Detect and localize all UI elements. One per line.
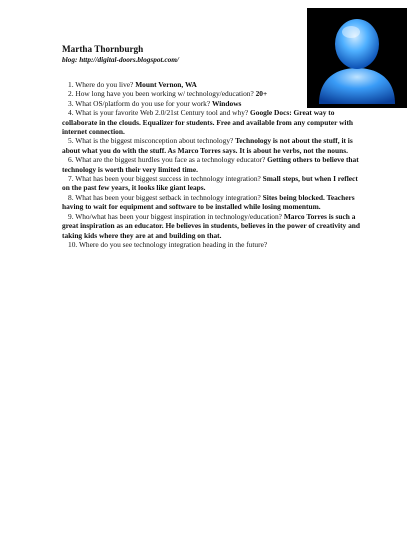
question: 10. Where do you see technology integration heading in the future?: [68, 239, 268, 249]
qa-item: [62, 89, 364, 98]
qa-item: [62, 108, 364, 136]
qa-item: [62, 240, 364, 249]
qa-item: [62, 99, 364, 108]
answer: Technology is not about the stuff, it is about what you do with the stuff. As Marco Torres says. It is about he verbs, not the nouns.: [62, 136, 353, 155]
qa-item: [62, 155, 364, 174]
question: 9. Who/what has been your biggest inspiration in technology/education?: [68, 211, 282, 221]
qa-item: [62, 212, 364, 240]
question: 7. What has been your biggest success in technology integration?: [68, 174, 261, 184]
question: 2. How long have you been working w/ technology/education?: [68, 89, 254, 99]
qa-item: [62, 193, 364, 212]
question: 5. What is the biggest misconception about technology?: [68, 136, 234, 146]
question: 1. Where do you live?: [68, 80, 134, 89]
question: 8. What has been your biggest setback in technology integration?: [68, 192, 261, 202]
author-name: Martha Thornburgh: [62, 44, 144, 54]
question: 6. What are the biggest hurdles you face as a technology educator?: [68, 155, 266, 165]
question: 4. What is your favorite Web 2.0/21st Century tool and why?: [68, 108, 249, 118]
answer: Getting others to believe that technology is worth their very limited time.: [62, 155, 359, 174]
answer: Small steps, but when I reflect on the past few years, it looks like giant leaps.: [62, 174, 358, 193]
answer: 20+: [255, 89, 268, 99]
qa-list: [62, 80, 364, 249]
qa-item: [62, 80, 364, 89]
qa-item: [62, 136, 364, 155]
header: [62, 44, 302, 65]
answer: Sites being blocked. Teachers having to wait for equipment and software to be installed while losing momentum.: [62, 192, 355, 212]
question: 3. What OS/platform do you use for your work?: [68, 98, 211, 108]
answer: Windows: [211, 98, 242, 108]
answer: Google Docs: Great way to collaborate in the clouds. Equalizer for students. Free and available from any computer with internet connection.: [62, 108, 354, 137]
answer: Mount Vernon, WA: [135, 80, 197, 89]
answer: Marco Torres is such a great inspiration as an educator. He believes in students, believes in the power of creativity and taking kids where they are at and building on that.: [62, 211, 361, 240]
qa-item: [62, 174, 364, 193]
blog-link[interactable]: blog: http://digital-doors.blogspot.com/: [62, 55, 179, 64]
